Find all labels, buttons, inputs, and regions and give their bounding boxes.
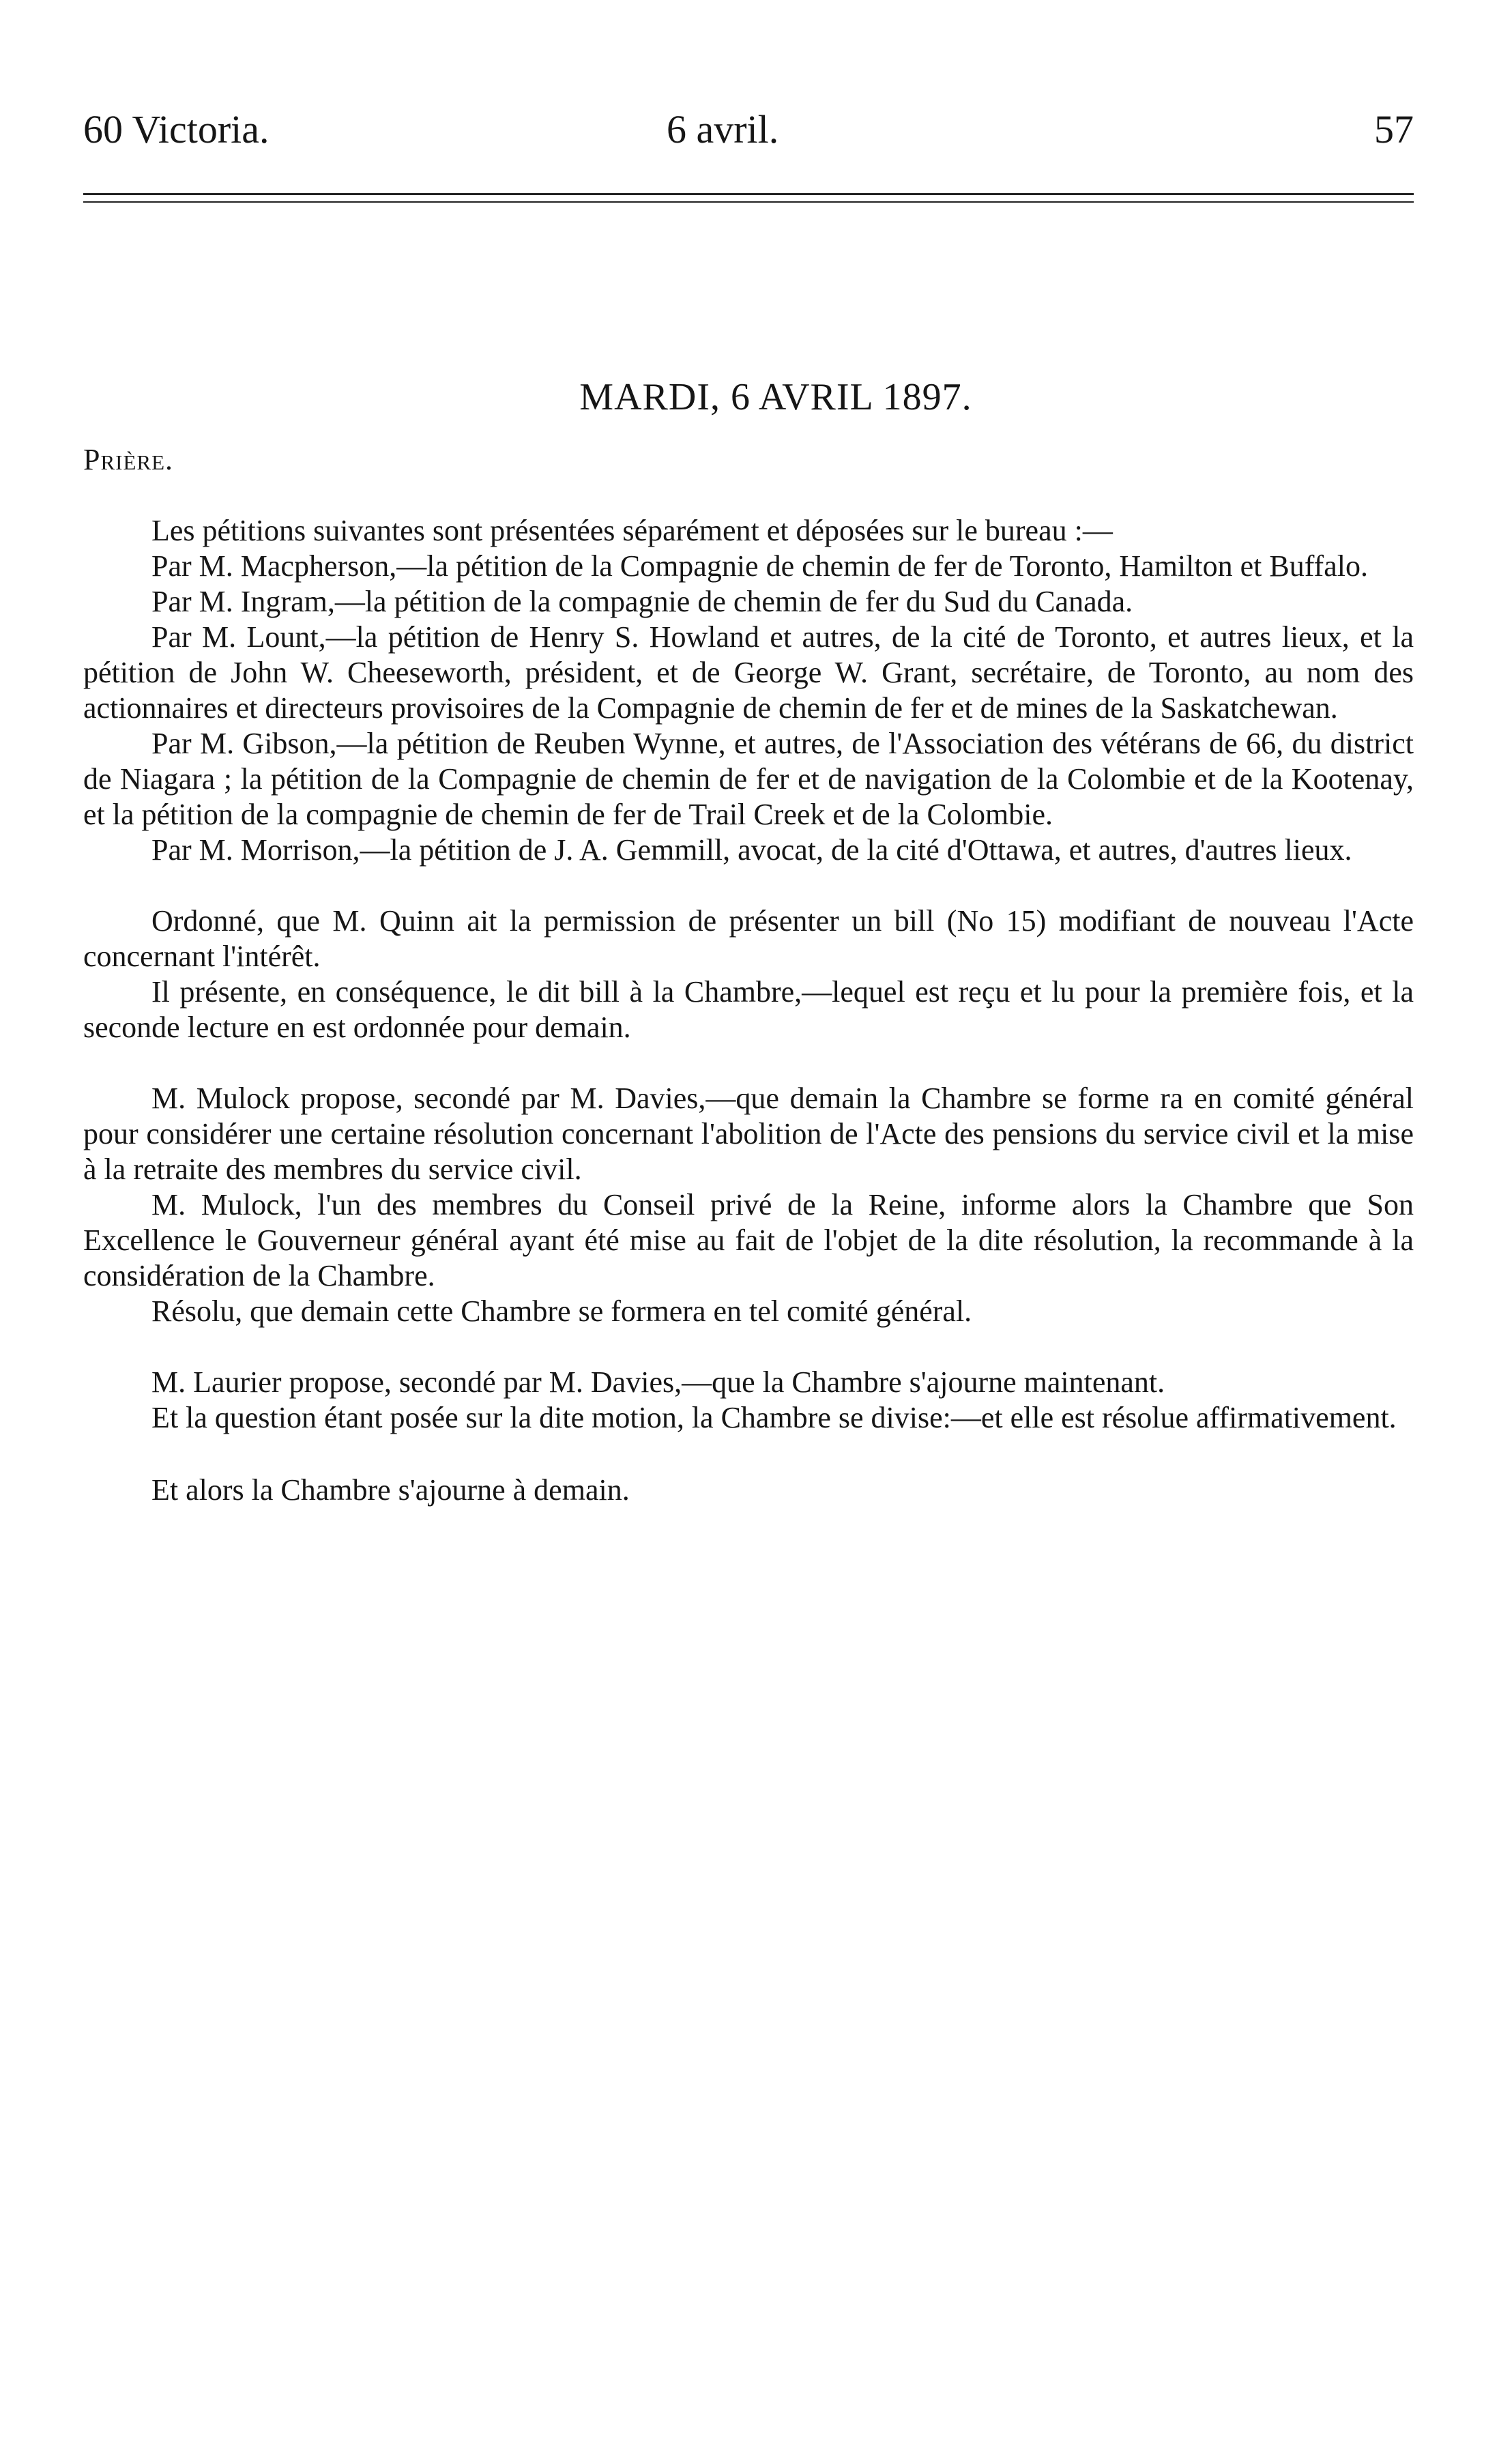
petition-gibson: Par M. Gibson,—la pétition de Reuben Wynne, et autres, de l'Association des vétérans de 66, du district de Niagara ; la pétition de la Compagnie de chemin de fer et de navigation de la Colombie et de la Kootenay, et la pétition de la compagnie de chemin de fer de Trail Creek et de la Colombie. (83, 727, 1414, 831)
petitions-intro: Les pétitions suivantes sont présentées séparément et déposées sur le bureau :— (151, 514, 1113, 547)
section-label-priere: Prière. (83, 443, 174, 476)
petition-morrison: Par M. Morrison,—la pétition de J. A. Gemmill, avocat, de la cité d'Ottawa, et autres, d'autres lieux. (151, 833, 1352, 867)
petition-macpherson: Par M. Macpherson,—la pétition de la Compagnie de chemin de fer de Toronto, Hamilton et Buffalo. (151, 549, 1368, 583)
paragraph-gap (83, 868, 1414, 903)
resolution-committee: Résolu, que demain cette Chambre se formera en tel comité général. (151, 1294, 972, 1328)
paragraph-gap (83, 1436, 1414, 1473)
motion-mulock: M. Mulock propose, secondé par M. Davies,—que demain la Chambre se forme ra en comité général pour considérer une certaine résolution concernant l'abolition de l'Acte des pensions du service civil et la mise à la retraite des membres du service civil. (83, 1082, 1414, 1186)
page-number: 57 (1374, 107, 1414, 151)
header-rule-bottom (83, 201, 1414, 203)
running-head (83, 102, 1414, 157)
order-quinn: Ordonné, que M. Quinn ait la permission de présenter un bill (No 15) modifiant de nouveau l'Acte concernant l'intérêt. (83, 904, 1414, 973)
date-label: 6 avril. (667, 107, 779, 151)
sitting-title: MARDI, 6 AVRIL 1897. (579, 376, 972, 418)
motion-laurier: M. Laurier propose, secondé par M. Davies,—que la Chambre s'ajourne maintenant. (151, 1365, 1165, 1399)
paragraph-gap (83, 1329, 1414, 1365)
recommendation-mulock: M. Mulock, l'un des membres du Conseil privé de la Reine, informe alors la Chambre que Son Excellence le Gouverneur général ayant été mise au fait de l'objet de la dite résolution, la recommande à la considération de la Chambre. (83, 1188, 1414, 1292)
paragraph-gap (83, 1045, 1414, 1081)
session-label: 60 Victoria. (83, 107, 270, 151)
petition-ingram: Par M. Ingram,—la pétition de la compagnie de chemin de fer du Sud du Canada. (151, 585, 1133, 618)
adjournment: Et alors la Chambre s'ajourne à demain. (151, 1473, 630, 1507)
petition-lount: Par M. Lount,—la pétition de Henry S. Howland et autres, de la cité de Toronto, et autres lieux, et la pétition de John W. Cheeseworth, président, et de George W. Grant, secrétaire, de Toronto, au nom des actionnaires et directeurs provisoires de la Compagnie de chemin de fer et de mines de la Saskatchewan. (83, 620, 1414, 725)
division-result: Et la question étant posée sur la dite motion, la Chambre se divise:—et elle est résolue affirmativement. (151, 1401, 1397, 1434)
bill-first-reading: Il présente, en conséquence, le dit bill à la Chambre,—lequel est reçu et lu pour la première fois, et la seconde lecture en est ordonnée pour demain. (83, 975, 1414, 1044)
journal-body (83, 442, 1414, 1508)
header-rule-top (83, 193, 1414, 195)
